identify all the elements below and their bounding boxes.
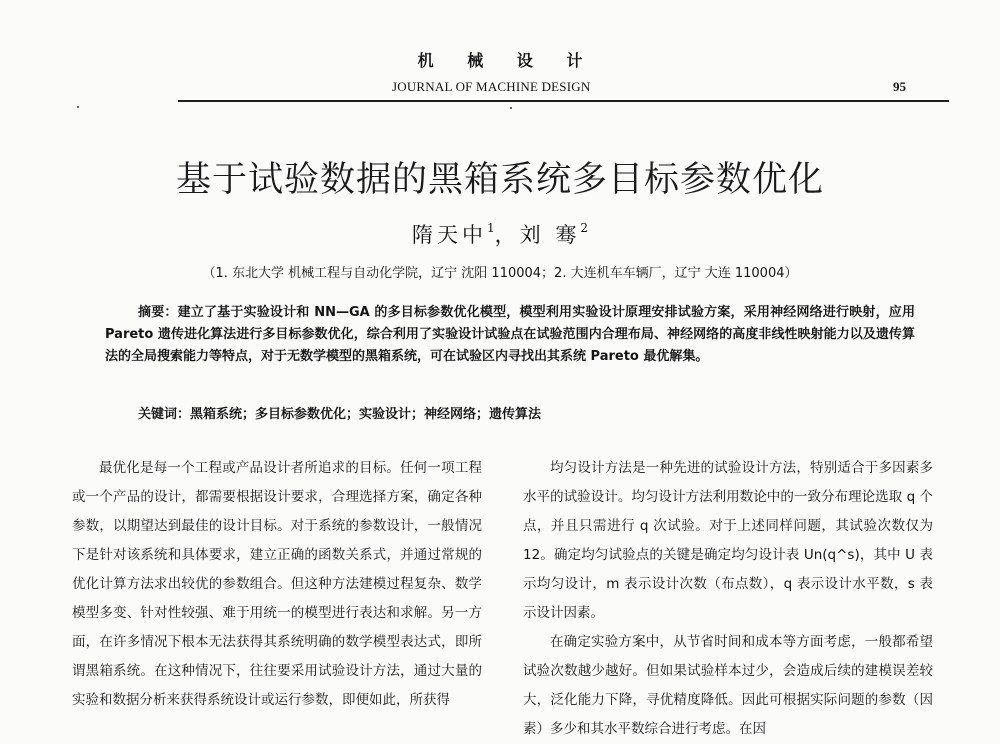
- keywords-label: 关键词：: [138, 407, 191, 422]
- keywords-text: 黑箱系统；多目标参数优化；实验设计；神经网络；遗传算法: [190, 407, 542, 422]
- author-name: 刘 骞: [519, 223, 581, 247]
- page-number: 95: [893, 79, 906, 94]
- abstract: [105, 302, 915, 368]
- author-affiliations: （1. 东北大学 机械工程与自动化学院，辽宁 沈阳 110004；2. 大连机车车辆厂，辽宁 大连 110004）: [202, 266, 798, 281]
- scan-speck: [77, 106, 79, 108]
- journal-name-chinese: 机 械 设 计: [417, 51, 597, 70]
- scan-speck: [510, 107, 512, 109]
- author-line: [0, 219, 1000, 249]
- journal-name-english: JOURNAL OF MACHINE DESIGN: [392, 79, 591, 94]
- body-paragraph: 均匀设计方法是一种先进的试验设计方法，特别适合于多因素多水平的试验设计。均匀设计方法利用数论中的一致分布理论选取 q 个点，并且只需进行 q 次试验。对于上述同样问题，其试验次数仅为 12。确定均匀试验点的关键是确定均匀设计表 Un(q^s)，其中 U 表示均匀设计，m 表示设计次数（布点数），q 表示设计水平数，s 表示设计因素。: [523, 460, 933, 621]
- author-name: 隋天中: [412, 223, 488, 247]
- author-affiliation-marker: 1: [487, 221, 495, 235]
- abstract-text: 建立了基于实验设计和 NN—GA 的多目标参数优化模型，模型利用实验设计原理安排试验方案，采用神经网络进行映射，应用 Pareto 遗传进化算法进行多目标参数优化，综合利用了实验设计试验点在试验范围内合理布局、神经网络的高度非线性映射能力以及遗传算法的全局搜索能力等特点，对于无数学模型的黑箱系统，可在试验区内寻找出其系统 Pareto 最优解集。: [105, 305, 915, 364]
- author-separator: ，: [494, 223, 520, 247]
- article-title: 基于试验数据的黑箱系统多目标参数优化: [175, 160, 824, 200]
- keywords: [138, 404, 915, 426]
- author-affiliation-marker: 2: [580, 221, 588, 235]
- header-rule: [178, 100, 949, 102]
- body-paragraph: 在确定实验方案中，从节省时间和成本等方面考虑，一般都希望试验次数越少越好。但如果试验样本过少，会造成后续的建模误差较大，泛化能力下降，寻优精度降低。因此可根据实际问题的参数（因素）多少和其水平数综合进行考虑。在因: [523, 634, 933, 737]
- body-column-left: [72, 454, 482, 715]
- body-paragraph: 最优化是每一个工程或产品设计者所追求的目标。任何一项工程或一个产品的设计，都需要根据设计要求，合理选择方案，确定各种参数，以期望达到最佳的设计目标。对于系统的参数设计，一般情况下是针对该系统和具体要求，建立正确的函数关系式，并通过常规的优化计算方法求出较优的参数组合。但这种方法建模过程复杂、数学模型多变、针对性较强、难于用统一的模型进行表达和求解。另一方面，在许多情况下根本无法获得其系统明确的数学模型表达式，即所谓黑箱系统。在这种情况下，往往要采用试验设计方法，通过大量的实验和数据分析来获得系统设计或运行参数，即便如此，所获得: [72, 460, 482, 708]
- abstract-label: 摘要：: [138, 305, 178, 320]
